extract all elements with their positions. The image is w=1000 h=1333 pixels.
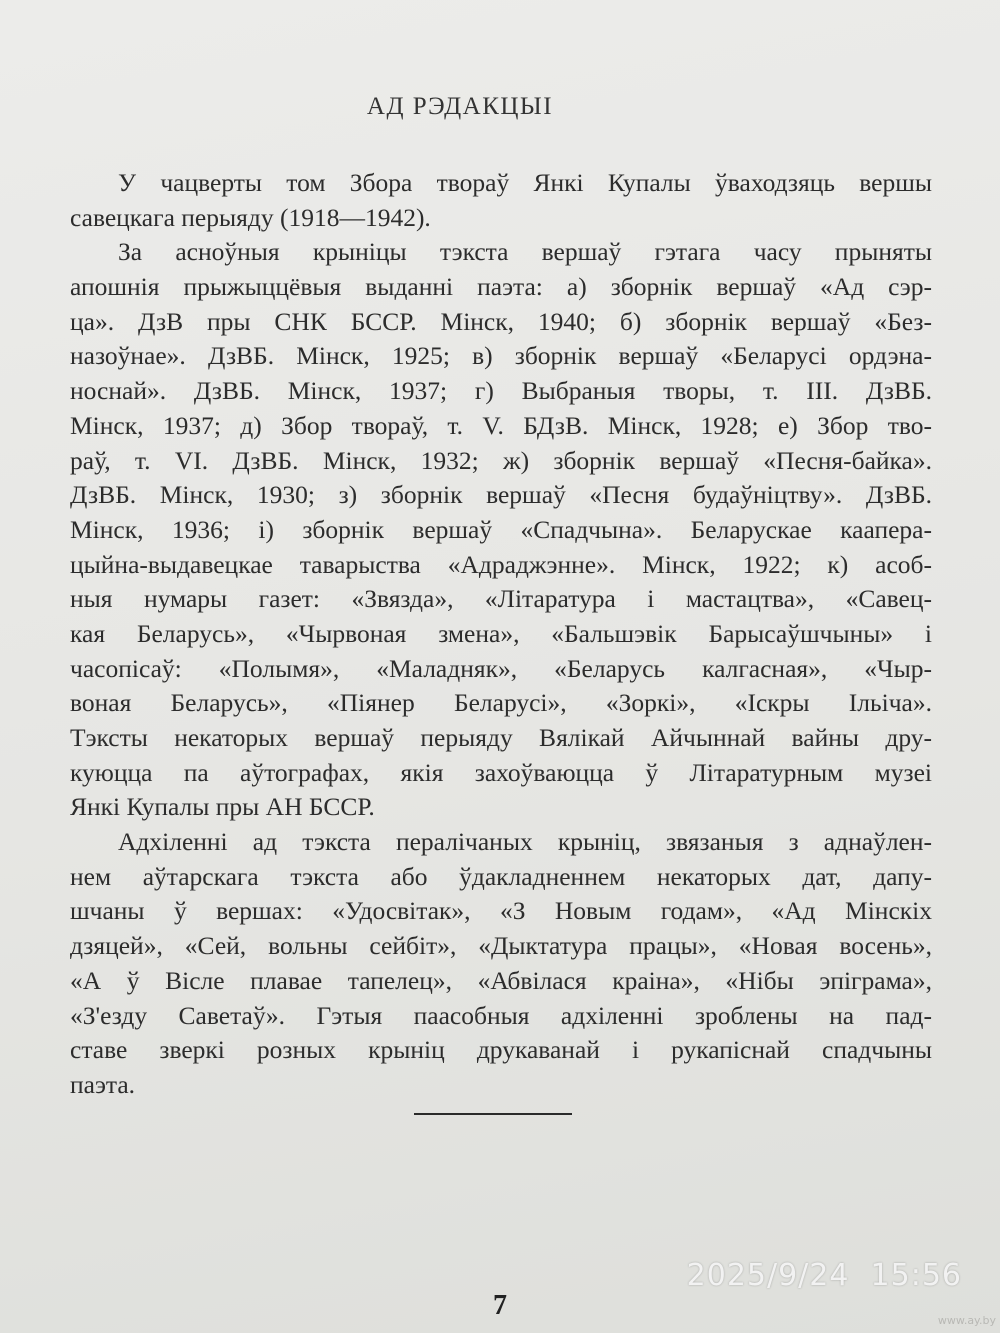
text-line: кая Беларусь», «Чырвоная змена», «Бальшэвік Барысаўшчыны» і <box>70 618 932 648</box>
text-line: паэта. <box>70 1069 136 1099</box>
text-line: Янкі Купалы пры АН БССР. <box>70 792 375 822</box>
end-rule <box>414 1113 572 1115</box>
text-line: часопісаў: «Полымя», «Маладняк», «Беларусь калгасная», «Чыр- <box>70 653 932 683</box>
text-line: Адхіленні ад тэкста пералічаных крыніц, звязаныя з аднаўлен- <box>118 827 932 857</box>
text-line: носнай». ДзВБ. Мінск, 1937; г) Выбраныя творы, т. III. ДзВБ. <box>70 376 932 406</box>
text-line: дзяцей», «Сей, вольны сейбіт», «Дыктатура працы», «Новая восень», <box>70 931 932 961</box>
text-line: У чацверты том Збора твораў Янкі Купалы ўваходзяць вершы <box>118 168 932 197</box>
body-text <box>70 166 932 1103</box>
text-line: Тэксты некаторых вершаў перыяду Вялікай Айчыннай вайны дру- <box>70 723 932 752</box>
text-line: савецкага перыяду (1918—1942). <box>70 202 431 232</box>
text-line: нем аўтарскага тэкста або ўдакладненнем некаторых дат, дапу- <box>70 861 932 891</box>
text-line: «З'езду Саветаў». Гэтыя паасобныя адхіленні зроблены на пад- <box>70 1000 932 1030</box>
page-number: 7 <box>493 1290 507 1321</box>
watermark: www.ay.by <box>937 1314 996 1327</box>
text-line: ца». ДзВ пры СНК БССР. Мінск, 1940; б) зборнік вершаў «Без- <box>70 306 932 336</box>
text-line: шчаны ў вершах: «Удосвітак», «З Новым годам», «Ад Мінскіх <box>70 896 932 926</box>
text-line: Мінск, 1936; і) зборнік вершаў «Спадчына». Беларускае каапера- <box>70 514 932 544</box>
text-line: За асноўныя крыніцы тэкста вершаў гэтага часу прыняты <box>118 237 932 267</box>
text-line: воная Беларусь», «Піянер Беларусі», «Зоркі», «Іскры Ільіча». <box>70 688 932 718</box>
text-line: цыйна-выдавецкае таварыства «Адраджэнне». Мінск, 1922; к) асоб- <box>70 549 932 579</box>
camera-timestamp: 2025/9/24 15:56 <box>686 1258 962 1293</box>
section-heading: АД РЭДАКЦЫІ <box>366 93 554 120</box>
text-line: «А ў Вісле плавае тапелец», «Абвілася краіна», «Нібы эпіграма», <box>70 965 932 995</box>
text-line: назоўнае». ДзВБ. Мінск, 1925; в) зборнік вершаў «Беларусі ордэна- <box>70 341 932 371</box>
text-line: апошнія прыжыццёвыя выданні паэта: а) зборнік вершаў «Ад сэр- <box>70 272 932 302</box>
text-line: ДзВБ. Мінск, 1930; з) зборнік вершаў «Песня будаўніцтву». ДзВБ. <box>70 480 932 510</box>
text-line: раў, т. VI. ДзВБ. Мінск, 1932; ж) зборнік вершаў «Песня-байка». <box>70 445 932 475</box>
text-line: ставе зверкі розных крыніц друкаванай і рукапіснай спадчыны <box>70 1035 932 1065</box>
text-line: Мінск, 1937; д) Збор твораў, т. V. БДзВ. Мінск, 1928; е) Збор тво- <box>70 410 932 440</box>
text-line: ныя нумары газет: «Звязда», «Літаратура і мастацтва», «Савец- <box>70 584 932 614</box>
text-line: куюцца па аўтографах, якія захоўваюцца ў Літаратурным музеі <box>70 757 932 787</box>
